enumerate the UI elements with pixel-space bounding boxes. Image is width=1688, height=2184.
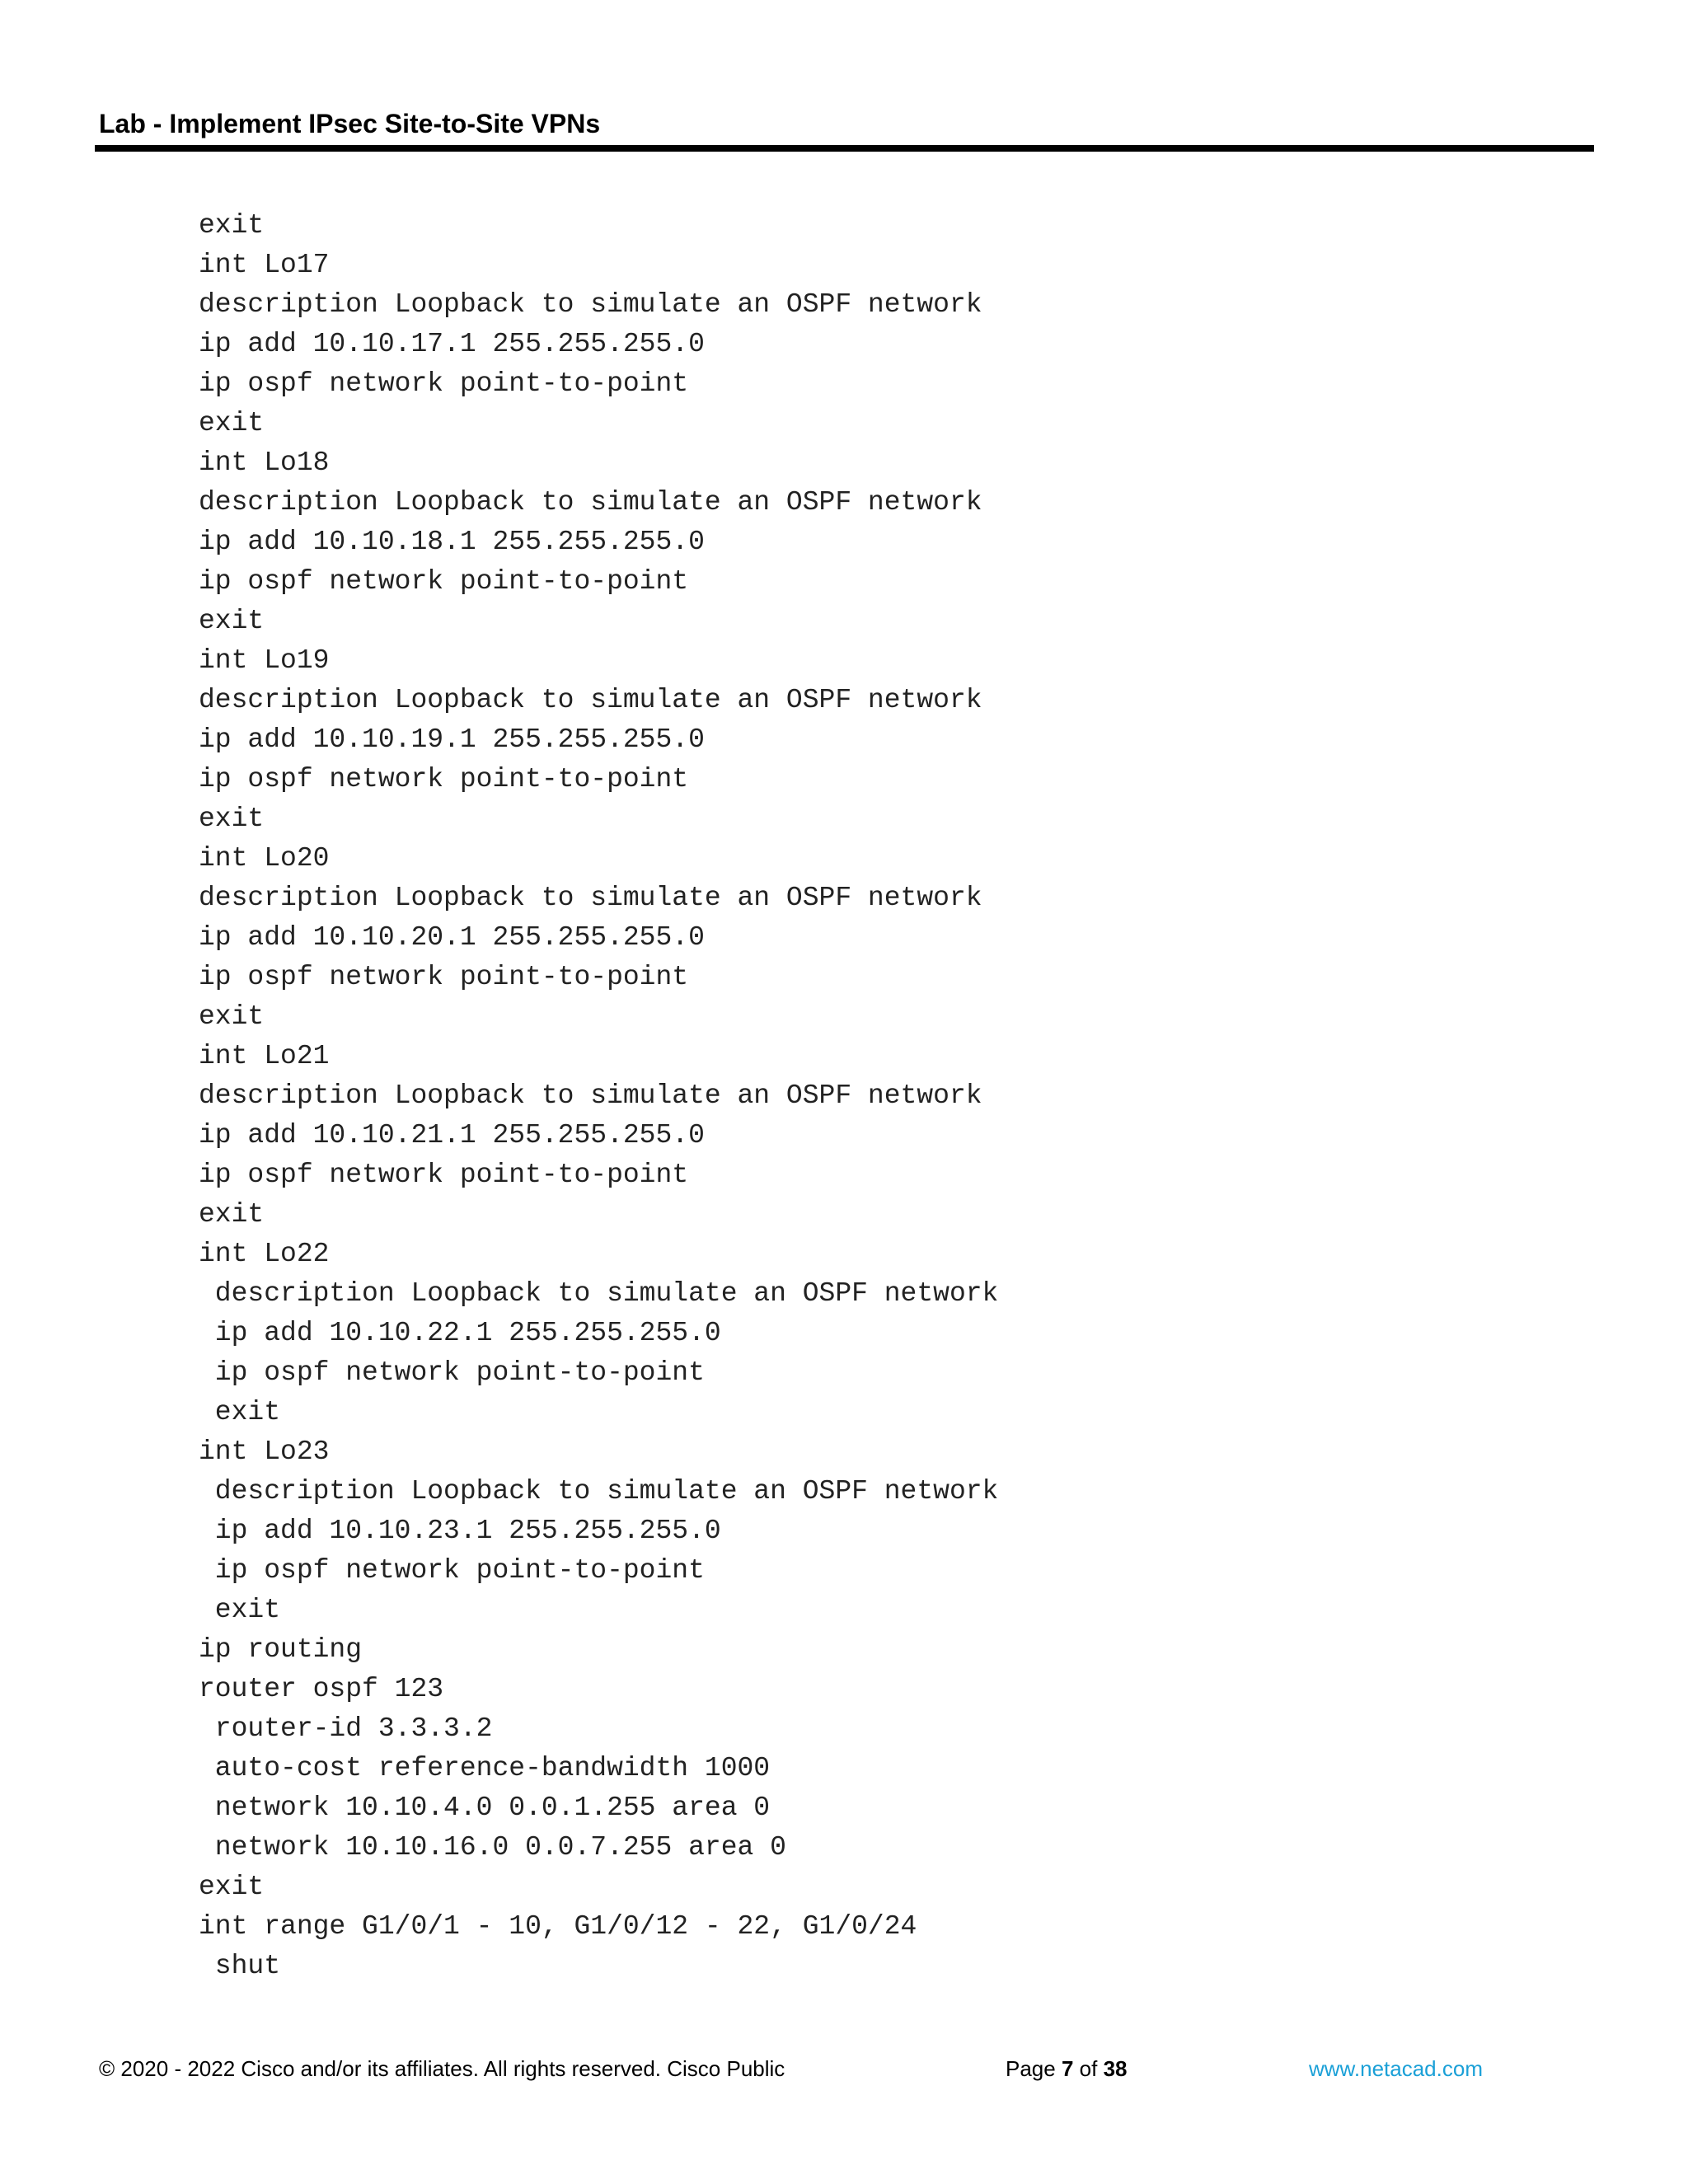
code-line: shut: [199, 1951, 281, 1981]
code-line: ip add 10.10.22.1 255.255.255.0: [199, 1318, 721, 1348]
code-line: network 10.10.4.0 0.0.1.255 area 0: [199, 1793, 771, 1823]
document-header-title: Lab - Implement IPsec Site-to-Site VPNs: [99, 109, 601, 138]
page-prefix: Page: [1006, 2056, 1062, 2081]
page-of: of: [1073, 2056, 1104, 2081]
code-line: int Lo18: [199, 448, 330, 478]
header-divider: [95, 145, 1594, 152]
code-line: description Loopback to simulate an OSPF network: [199, 685, 982, 715]
code-line: description Loopback to simulate an OSPF network: [199, 883, 982, 913]
code-line: exit: [199, 804, 265, 834]
code-line: description Loopback to simulate an OSPF network: [199, 1278, 999, 1309]
code-line: int Lo17: [199, 250, 330, 280]
code-line: exit: [199, 1397, 281, 1427]
code-line: description Loopback to simulate an OSPF network: [199, 1476, 999, 1507]
code-line: exit: [199, 1595, 281, 1625]
page-current: 7: [1061, 2056, 1074, 2081]
code-line: exit: [199, 408, 265, 438]
code-line: description Loopback to simulate an OSPF network: [199, 289, 982, 320]
page-total: 38: [1103, 2056, 1128, 2081]
code-line: int Lo20: [199, 843, 330, 874]
footer-page-number: [1006, 2055, 1127, 2082]
code-line: ip ospf network point-to-point: [199, 1555, 705, 1586]
code-line: int Lo22: [199, 1239, 330, 1269]
footer-website-link[interactable]: www.netacad.com: [1309, 2056, 1483, 2081]
code-line: auto-cost reference-bandwidth 1000: [199, 1753, 771, 1783]
code-line: exit: [199, 210, 265, 241]
code-line: exit: [199, 1001, 265, 1032]
code-line: description Loopback to simulate an OSPF network: [199, 487, 982, 518]
footer-copyright: © 2020 - 2022 Cisco and/or its affiliates. All rights reserved. Cisco Public: [99, 2056, 785, 2081]
code-line: ip add 10.10.21.1 255.255.255.0: [199, 1120, 705, 1151]
code-line: ip ospf network point-to-point: [199, 1357, 705, 1388]
code-line: ip add 10.10.17.1 255.255.255.0: [199, 329, 705, 359]
code-line: exit: [199, 1199, 265, 1230]
code-line: ip ospf network point-to-point: [199, 566, 689, 597]
code-line: network 10.10.16.0 0.0.7.255 area 0: [199, 1832, 786, 1863]
code-line: ip ospf network point-to-point: [199, 962, 689, 992]
code-line: router ospf 123: [199, 1674, 444, 1704]
code-line: exit: [199, 1872, 265, 1902]
code-line: ip ospf network point-to-point: [199, 368, 689, 399]
code-line: description Loopback to simulate an OSPF network: [199, 1080, 982, 1111]
code-line: ip ospf network point-to-point: [199, 1160, 689, 1190]
code-line: ip add 10.10.23.1 255.255.255.0: [199, 1516, 721, 1546]
code-line: ip add 10.10.19.1 255.255.255.0: [199, 724, 705, 755]
code-block: [199, 206, 998, 1986]
code-line: ip ospf network point-to-point: [199, 764, 689, 794]
code-line: ip add 10.10.18.1 255.255.255.0: [199, 527, 705, 557]
code-line: int range G1/0/1 - 10, G1/0/12 - 22, G1/0/24: [199, 1911, 917, 1942]
code-line: exit: [199, 606, 265, 636]
code-line: router-id 3.3.3.2: [199, 1713, 493, 1744]
code-line: int Lo21: [199, 1041, 330, 1071]
code-line: int Lo19: [199, 645, 330, 676]
code-line: int Lo23: [199, 1436, 330, 1467]
code-line: ip add 10.10.20.1 255.255.255.0: [199, 922, 705, 953]
code-line: ip routing: [199, 1634, 363, 1665]
